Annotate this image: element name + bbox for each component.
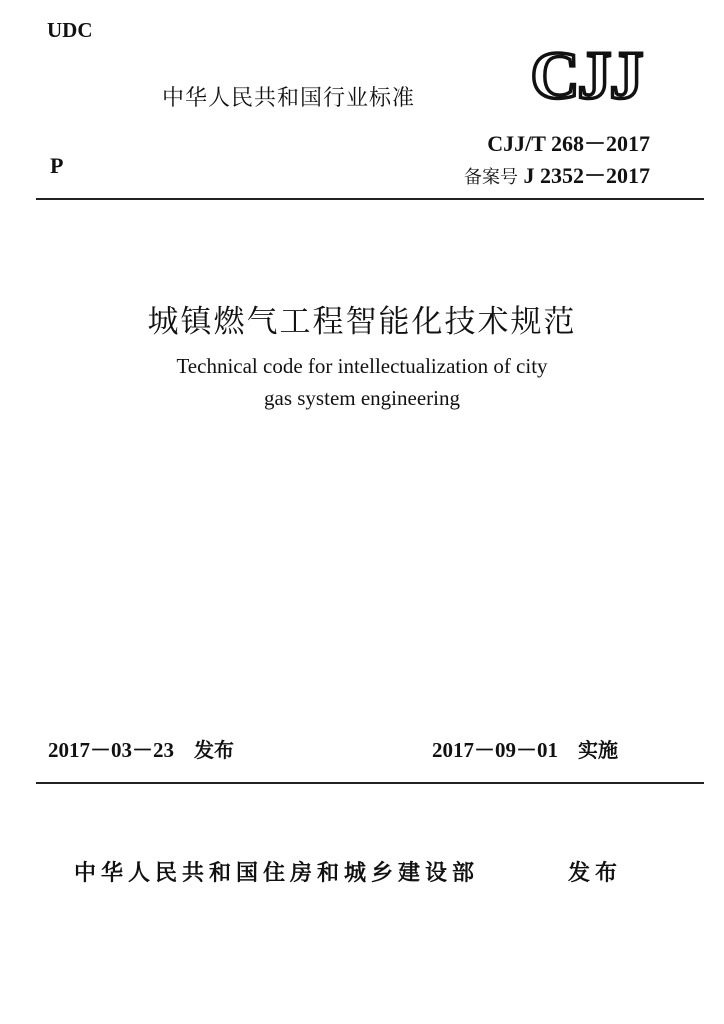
title-chinese: 城镇燃气工程智能化技术规范 [147,304,577,340]
logo-text: CJJ [530,44,642,106]
udc-label: UDC [47,18,93,42]
title-english-line1: Technical code for intellectualization of city [176,354,548,378]
implement-date-line [432,734,618,764]
implement-date: 2017－09－01 [432,738,558,762]
title-english-line2: gas system engineering [264,386,460,410]
issue-label: 发布 [194,738,234,762]
industry-standard-heading: 中华人民共和国行业标准 [162,86,416,111]
record-number-line [464,159,650,190]
record-label: 备案号 [463,167,518,188]
classification-code: P [50,153,64,178]
issue-date-line [48,734,234,764]
bottom-divider [36,782,704,784]
top-divider [36,198,704,200]
publish-label: 发布 [568,861,623,886]
standard-code: CJJ/T 268－2017 [487,131,650,156]
cjj-logo [522,44,650,106]
record-number: J 2352－2017 [523,163,650,188]
implement-label: 实施 [578,738,618,762]
issue-date: 2017－03－23 [48,738,174,762]
publisher-name: 中华人民共和国住房和城乡建设部 [74,861,480,886]
